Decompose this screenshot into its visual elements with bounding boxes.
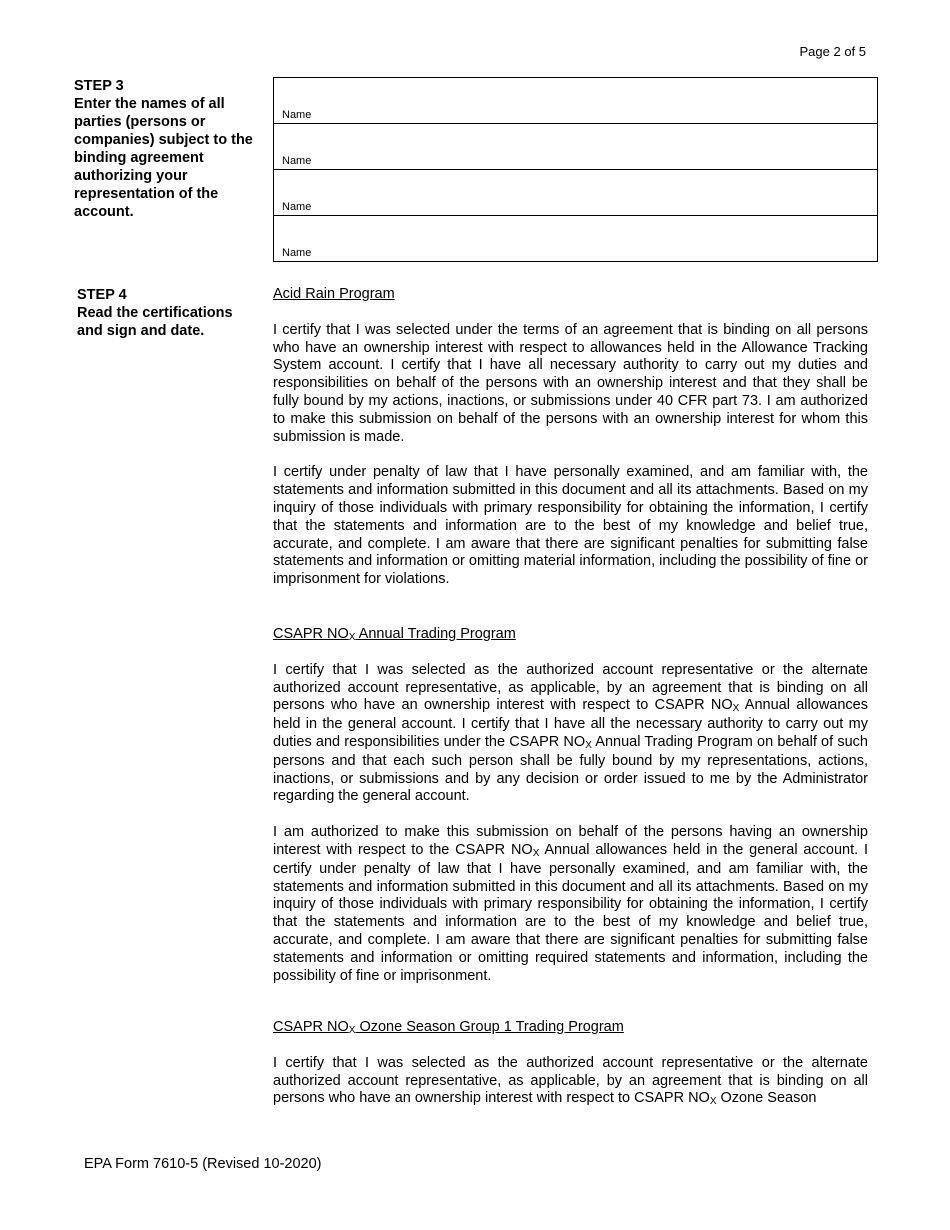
acid-rain-paragraph-1: I certify that I was selected under the terms of an agreement that is binding on all persons who have an ownership interest with respect to allowances held in the Allowance Tracking System account. I certify that I have all necessary authority to carry out my duties and responsibilities on behalf of the persons with an ownership interest and that they shall be fully bound by my actions, inactions, or submissions under 40 CFR part 73. I am authorized to make this submission on behalf of the persons with an ownership interest for whom this submission is made. (273, 321, 868, 445)
nox-ozone-heading: CSAPR $NO_X$ Ozone Season Group 1 Trading Program (273, 1019, 624, 1036)
name-field-label: Name (282, 247, 312, 259)
step3-label (74, 77, 254, 221)
name-field-2[interactable] (274, 124, 877, 170)
step4-label (77, 286, 257, 340)
step4-instruction: Read the certifications and sign and date. (77, 305, 233, 339)
acid-rain-section (273, 286, 868, 589)
name-field-3[interactable] (274, 170, 877, 216)
page-number: Page 2 of 5 (799, 44, 866, 59)
name-field-4[interactable] (274, 216, 877, 261)
form-footer: EPA Form 7610-5 (Revised 10-2020) (84, 1156, 322, 1172)
party-names-table (273, 77, 878, 262)
step3-title: STEP 3 (74, 78, 124, 94)
name-field-label: Name (282, 109, 312, 121)
nox-annual-paragraph-1: I certify that I was selected as the authorized account representative or the alternate authorized account representative, as applicable, by an agreement that is binding on all persons who have an ownership interest with respect to CSAPR $NO_X$ Annual allowances held in the general account. I certify that I have all the necessary authority to carry out my duties and responsibilities under the CSAPR $NO_X$ Annual Trading Program on behalf of such persons and that each such person shall be fully bound by my representations, actions, inactions, or submissions and by any decision or order issued to me by the Administrator regarding the general account. (273, 661, 868, 805)
step3-instruction: Enter the names of all parties (persons or companies) subject to the binding agreement authorizing your representation of the account. (74, 96, 253, 220)
name-field-label: Name (282, 201, 312, 213)
nox-ozone-paragraph-1: I certify that I was selected as the authorized account representative or the alternate authorized account representative, as applicable, by an agreement that is binding on all persons who have an ownership interest with respect to CSAPR $NO_X$ Ozone Season (273, 1054, 868, 1108)
nox-annual-section (273, 626, 868, 985)
acid-rain-paragraph-2: I certify under penalty of law that I have personally examined, and am familiar with, the statements and information submitted in this document and all its attachments. Based on my inquiry of those individuals with primary responsibility for obtaining the information, I certify that the statements and information are to the best of my knowledge and belief true, accurate, and complete. I am aware that there are significant penalties for submitting false statements and information or omitting material information, including the possibility of fine or imprisonment for violations. (273, 464, 868, 588)
nox-ozone-section (273, 1019, 868, 1109)
nox-annual-paragraph-2: I am authorized to make this submission on behalf of the persons having an ownership interest with respect to the CSAPR $NO_X$ Annual allowances held in the general account. I certify under penalty of law that I have personally examined, and am familiar with, the statements and information submitted in this document and all its attachments. Based on my inquiry of those individuals with primary responsibility for obtaining the information, I certify that the statements and information are to the best of my knowledge and belief true, accurate, and complete. I am aware that there are significant penalties for submitting false statements and information or omitting required statements and information, including the possibility of fine or imprisonment. (273, 824, 868, 984)
name-field-1[interactable] (274, 78, 877, 124)
acid-rain-heading: Acid Rain Program (273, 286, 395, 302)
step4-title: STEP 4 (77, 287, 127, 303)
nox-annual-heading: CSAPR $NO_X$ Annual Trading Program (273, 626, 516, 643)
name-field-label: Name (282, 155, 312, 167)
